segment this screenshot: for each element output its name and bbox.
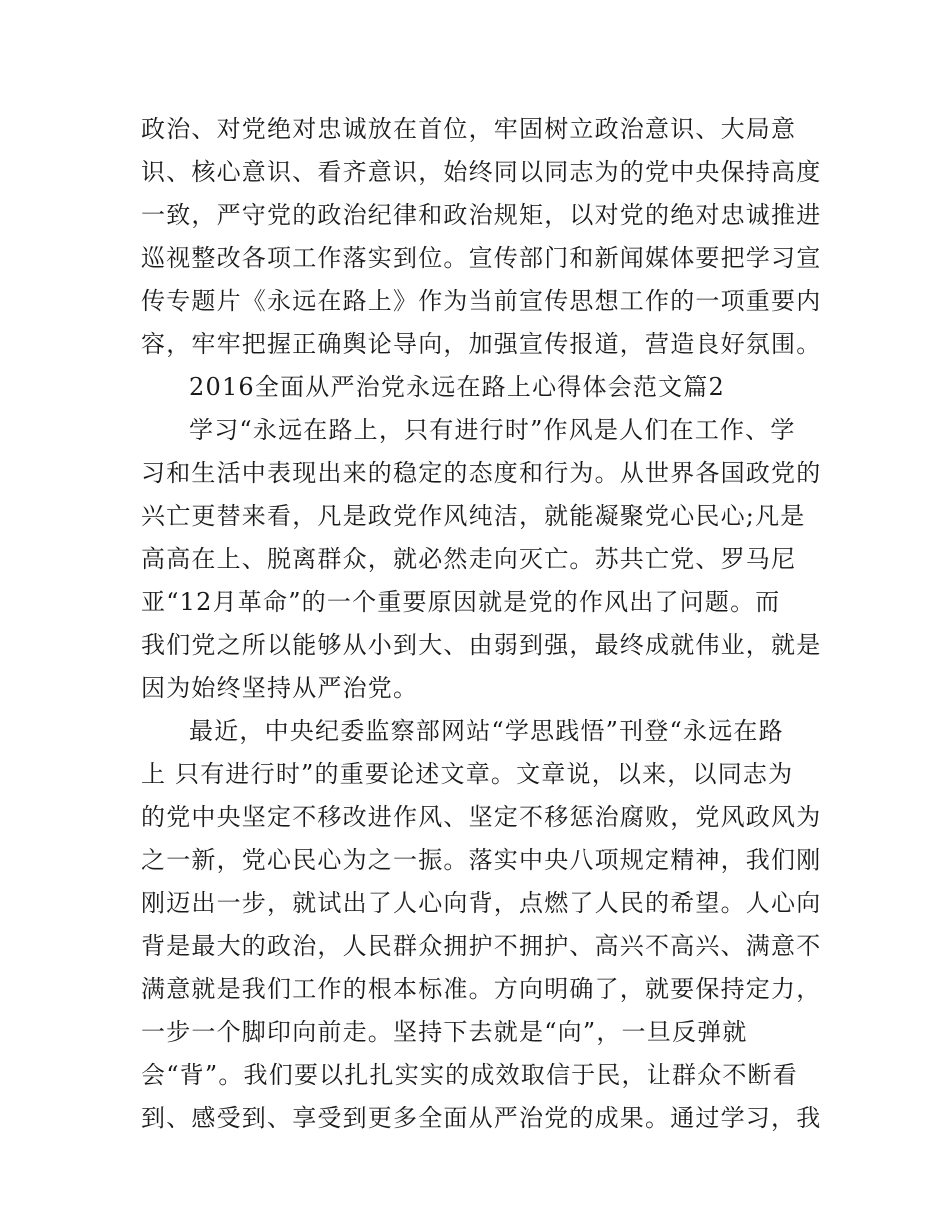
text-line: 识、核心意识、看齐意识，始终同以同志为的党中央保持高度 — [141, 158, 822, 186]
text-line: 因为始终坚持从严治党。 — [141, 674, 419, 702]
text-line: 亚“12月革命”的一个重要原因就是党的作风出了问题。而 — [141, 588, 781, 616]
text-line: 到、感受到、享受到更多全面从严治党的成果。通过学习，我 — [141, 1104, 822, 1132]
text-line: 一致，严守党的政治纪律和政治规矩，以对党的绝对忠诚推进 — [141, 201, 822, 229]
text-line: 满意就是我们工作的根本标准。方向明确了，就要保持定力， — [141, 975, 822, 1003]
text-line: 的党中央坚定不移改进作风、坚定不移惩治腐败，党风政风为 — [141, 803, 822, 831]
text-line: 之一新，党心民心为之一振。落实中央八项规定精神，我们刚 — [141, 846, 822, 874]
section-heading: 2016全面从严治党永远在路上心得体会范文篇2 — [189, 373, 725, 401]
text-line: 传专题片《永远在路上》作为当前宣传思想工作的一项重要内 — [141, 287, 822, 315]
text-line: 高高在上、脱离群众，就必然走向灭亡。苏共亡党、罗马尼 — [141, 545, 797, 573]
text-line: 习和生活中表现出来的稳定的态度和行为。从世界各国政党的 — [141, 459, 822, 487]
paragraph-start: 最近，中央纪委监察部网站“学思践悟”刊登“永远在路 — [189, 717, 784, 745]
paragraph-start: 学习“永远在路上，只有进行时”作风是人们在工作、学 — [189, 416, 796, 444]
text-line: 巡视整改各项工作落实到位。宣传部门和新闻媒体要把学习宣 — [141, 244, 822, 272]
text-line: 兴亡更替来看，凡是政党作风纯洁，就能凝聚党心民心;凡是 — [141, 502, 806, 530]
text-line: 容，牢牢把握正确舆论导向，加强宣传报道，营造良好氛围。 — [141, 330, 822, 358]
text-line: 政治、对党绝对忠诚放在首位，牢固树立政治意识、大局意 — [141, 115, 797, 143]
text-line: 我们党之所以能够从小到大、由弱到强，最终成就伟业，就是 — [141, 631, 822, 659]
text-line: 上 只有进行时”的重要论述文章。文章说，以来，以同志为 — [141, 760, 794, 788]
text-line: 一步一个脚印向前走。坚持下去就是“向”，一旦反弹就 — [141, 1018, 748, 1046]
body-text — [141, 108, 821, 1140]
text-line: 刚迈出一步，就试出了人心向背，点燃了人民的希望。人心向 — [141, 889, 822, 917]
text-line: 会“背”。我们要以扎扎实实的成效取信于民，让群众不断看 — [141, 1061, 798, 1089]
text-line: 背是最大的政治，人民群众拥护不拥护、高兴不高兴、满意不 — [141, 932, 822, 960]
